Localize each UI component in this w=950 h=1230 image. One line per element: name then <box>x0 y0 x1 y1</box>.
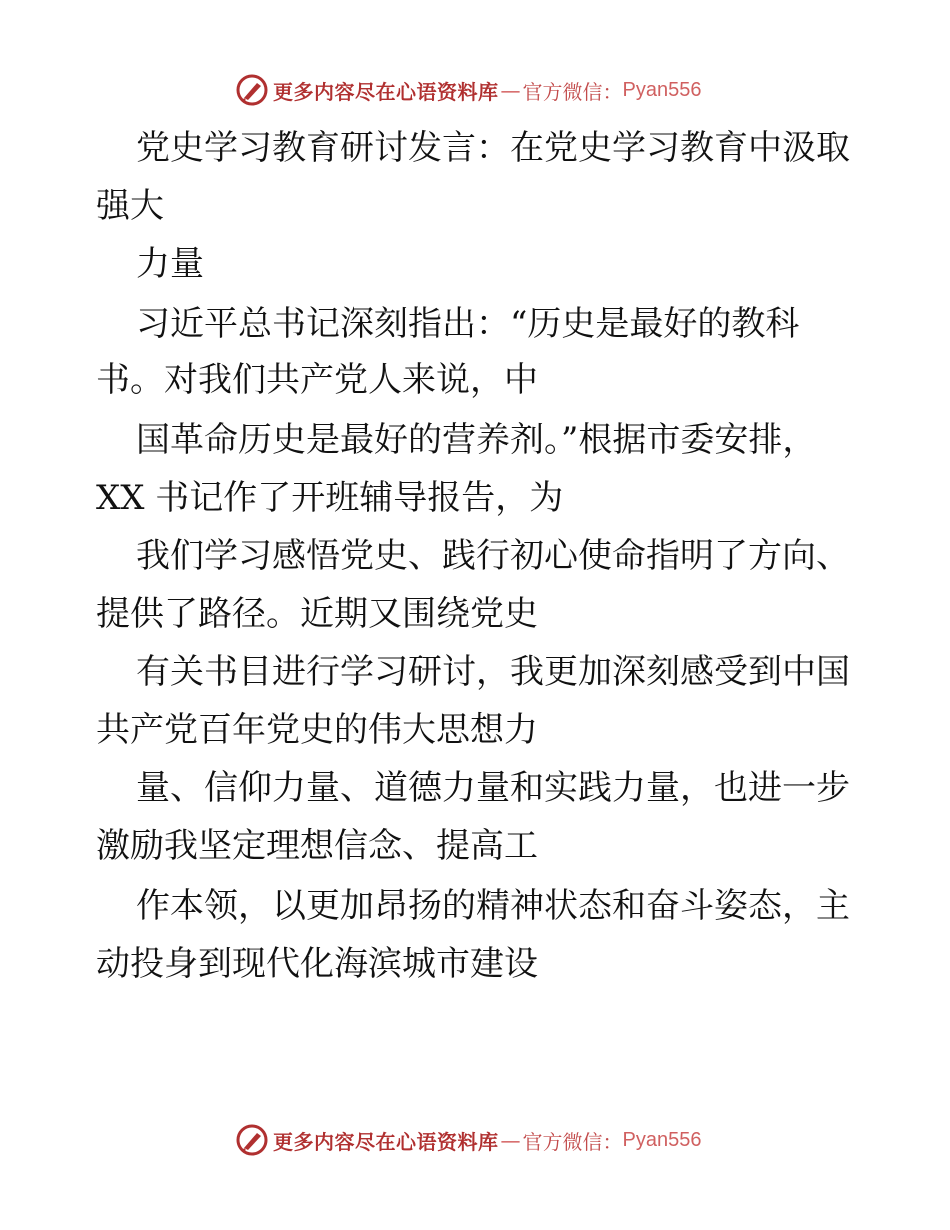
body-line: 书。对我们共产党人来说，中 <box>96 360 538 400</box>
footer-watermark <box>235 1120 701 1160</box>
body-line: 作本领，以更加昂扬的精神状态和奋斗姿态，主 <box>136 886 850 926</box>
body-line: 提供了路径。近期又围绕党史 <box>96 594 538 634</box>
body-line: 我们学习感悟党史、践行初心使命指明了方向、 <box>136 536 850 576</box>
body-line: 有关书目进行学习研讨，我更加深刻感受到中国 <box>136 652 850 692</box>
watermark-dash: — <box>500 78 521 102</box>
body-line: 强大 <box>96 186 164 226</box>
body-line: 国革命历史是最好的营养剂。”根据市委安排， <box>136 420 817 460</box>
watermark-brand: 更多内容尽在心语资料库 <box>273 79 499 104</box>
watermark-brand: 更多内容尽在心语资料库 <box>273 1129 499 1154</box>
body-line: 习近平总书记深刻指出：“历史是最好的教科 <box>136 304 800 344</box>
watermark-handle: Pyan556 <box>622 1128 702 1151</box>
watermark-dash: — <box>500 1128 521 1152</box>
pen-logo-icon <box>235 73 269 107</box>
body-line: 共产党百年党史的伟大思想力 <box>96 710 538 750</box>
header-watermark <box>235 70 701 110</box>
body-line: 力量 <box>136 244 204 284</box>
watermark-handle: Pyan556 <box>622 78 702 101</box>
body-line: XX 书记作了开班辅导报告，为 <box>96 478 564 518</box>
body-line: 激励我坚定理想信念、提高工 <box>96 826 538 866</box>
body-line: 量、信仰力量、道德力量和实践力量，也进一步 <box>136 768 850 808</box>
pen-logo-icon <box>235 1123 269 1157</box>
watermark-label: 官方微信： <box>522 1129 623 1154</box>
watermark-label: 官方微信： <box>522 79 623 104</box>
body-line: 党史学习教育研讨发言：在党史学习教育中汲取 <box>136 128 850 168</box>
body-line: 动投身到现代化海滨城市建设 <box>96 944 538 984</box>
